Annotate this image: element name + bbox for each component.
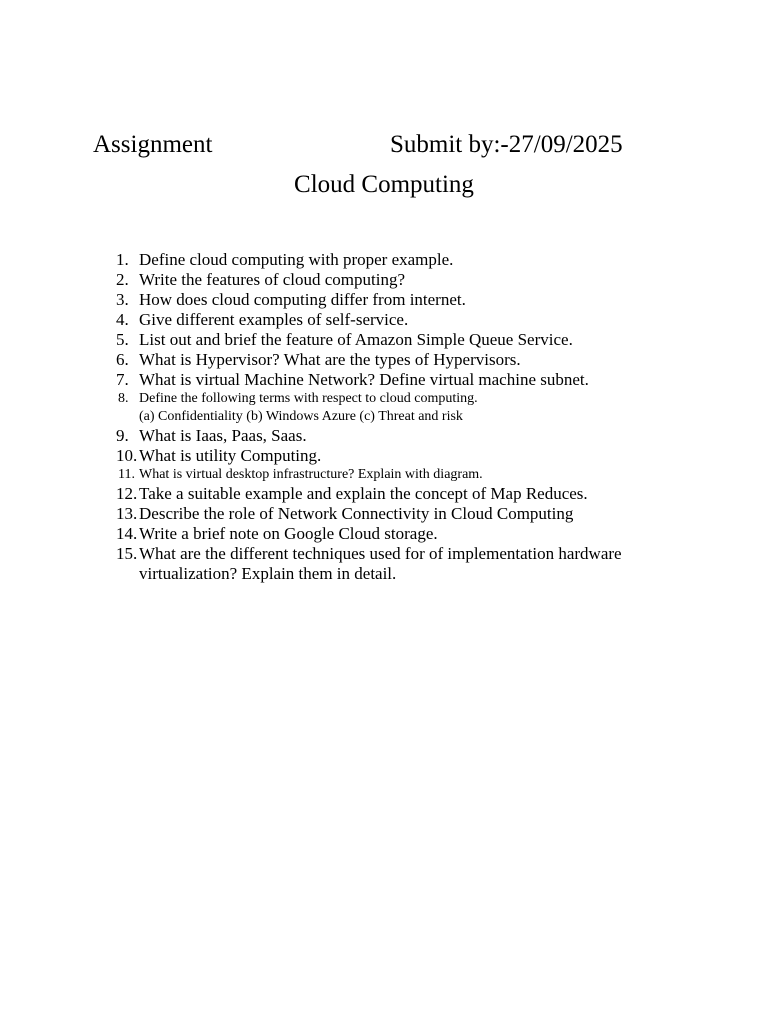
list-item	[0, 426, 768, 446]
question-list	[0, 250, 768, 584]
question-text: Define cloud computing with proper example.	[139, 250, 454, 269]
question-number: 3.	[116, 290, 129, 309]
question-subpoints: (a) Confidentiality (b) Windows Azure (c) Threat and risk	[139, 409, 463, 424]
list-item	[0, 466, 768, 484]
question-number: 8.	[118, 391, 129, 406]
question-number: 12.	[116, 484, 138, 503]
question-number: 14.	[116, 524, 138, 543]
list-item	[0, 310, 768, 330]
list-item	[0, 390, 768, 408]
list-item	[0, 446, 768, 466]
question-text: What are the different techniques used for of implementation hardware virtualization? Explain them in detail.	[139, 544, 622, 583]
question-text: Give different examples of self-service.	[139, 310, 409, 329]
list-item-subpoints	[0, 408, 768, 426]
question-text: What is utility Computing.	[139, 446, 322, 465]
list-item	[0, 250, 768, 270]
submit-date: Submit by:-27/09/2025	[390, 131, 623, 158]
question-number: 4.	[116, 310, 129, 329]
question-number: 7.	[116, 370, 129, 389]
question-text: List out and brief the feature of Amazon Simple Queue Service.	[139, 330, 573, 349]
question-text: Write a brief note on Google Cloud storage.	[139, 524, 438, 543]
question-number: 9.	[116, 426, 129, 445]
question-text: Write the features of cloud computing?	[139, 270, 406, 289]
question-number: 15.	[116, 544, 138, 563]
question-number: 1.	[116, 250, 129, 269]
list-item	[0, 524, 768, 544]
question-number: 2.	[116, 270, 129, 289]
list-item	[0, 484, 768, 504]
list-item	[0, 350, 768, 370]
list-item	[0, 370, 768, 390]
question-text: Define the following terms with respect to cloud computing.	[139, 391, 478, 406]
question-text: How does cloud computing differ from internet.	[139, 290, 466, 309]
question-number: 6.	[116, 350, 129, 369]
question-text: What is virtual Machine Network? Define virtual machine subnet.	[139, 370, 589, 389]
question-text: What is Hypervisor? What are the types of Hypervisors.	[139, 350, 521, 369]
list-item	[0, 330, 768, 350]
question-number: 11.	[118, 467, 135, 482]
subject-title: Cloud Computing	[294, 171, 474, 198]
question-text: What is Iaas, Paas, Saas.	[139, 426, 307, 445]
question-text: Describe the role of Network Connectivity in Cloud Computing	[139, 504, 574, 523]
list-item	[0, 270, 768, 290]
question-number: 13.	[116, 504, 138, 523]
question-text: Take a suitable example and explain the concept of Map Reduces.	[139, 484, 588, 503]
list-item	[0, 544, 768, 584]
list-item	[0, 290, 768, 310]
question-number: 10.	[116, 446, 138, 465]
list-item	[0, 504, 768, 524]
question-text: What is virtual desktop infrastructure? Explain with diagram.	[139, 467, 483, 482]
question-number: 5.	[116, 330, 129, 349]
assignment-label: Assignment	[93, 131, 213, 158]
